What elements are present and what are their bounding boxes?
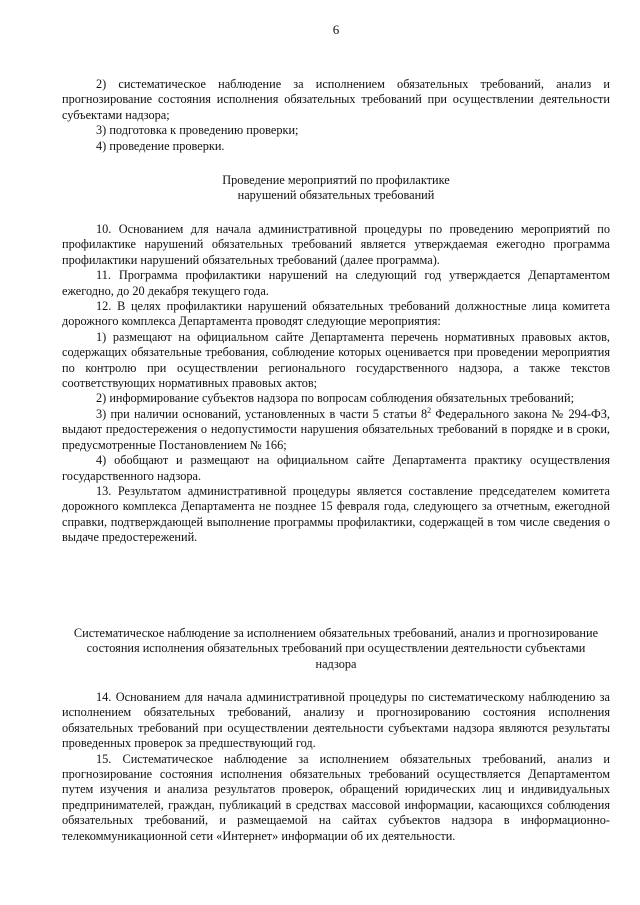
section-body-monitoring [62,690,610,844]
section-heading-prevention: Проведение мероприятий по профилактике нарушений обязательных требований [222,173,450,203]
list-item: 2) систематическое наблюдение за исполнением обязательных требований, анализ и прогнозирование состояния исполнения обязательных требований при осуществлении деятельности субъектами надзора; [62,77,610,122]
procedure-list [62,77,610,154]
paragraph-11: 11. Программа профилактики нарушений на следующий год утверждается Департаментом ежегодно, до 20 декабря текущего года. [62,268,610,298]
superscript: 2 [427,405,432,415]
paragraph-12-item-3: 3) при наличии оснований, установленных в части 5 статьи $8^2$ Федерального закона № 294-ФЗ, выдают предостережения о недопустимости нарушения обязательных требований в порядке и в сроки, предусмотренные Постановлением № 166; [62,405,611,452]
section-heading-monitoring: Систематическое наблюдение за исполнением обязательных требований, анализ и прогнозирование состояния исполнения обязательных требований при осуществлении деятельности субъектами надзора [73,626,599,671]
paragraph-13: 13. Результатом административной процедуры является составление председателем комитета дорожного комплекса Департамента не позднее 15 февраля года, следующего за отчетным, ежегодной справки, подтверждающей выполнение программы профилактики, содержащей в том числе сведения о выдаче предостережений. [62,483,610,545]
paragraph-10: 10. Основанием для начала административной процедуры по проведению мероприятий по профилактике нарушений обязательных требований является утверждаемая ежегодно программа профилактики нарушений обязательных требований (далее программа). [62,222,610,267]
paragraph-14: 14. Основанием для начала административной процедуры по систематическому наблюдению за исполнением обязательных требований, анализу и прогнозированию состояния исполнения обязательных требований при осуществлении деятельности субъектами надзора являются результаты проведенных проверок за предшествующий год. [62,690,610,751]
paragraph-12-item-2: 2) информирование субъектов надзора по вопросам соблюдения обязательных требований; [96,391,575,406]
paragraph-12-item-1: 1) размещают на официальном сайте Департамента перечень нормативных правовых актов, содержащих обязательные требования, соблюдение которых оценивается при проведении мероприятия по контролю при осуществлении регионального государственного надзора, а также текстов соответствующих нормативных правовых актов; [62,329,610,391]
paragraph-12-item-4: 4) обобщают и размещают на официальном сайте Департамента практику осуществления государственного надзора. [62,453,610,483]
section-body-prevention [62,222,610,546]
list-item: 4) проведение проверки. [96,138,225,153]
list-item: 3) подготовка к проведению проверки; [96,123,299,138]
paragraph-15: 15. Систематическое наблюдение за исполнением обязательных требований, анализ и прогнозирование состояния исполнения обязательных требований осуществляется Департаментом путем изучения и анализа результатов проверок, обращений юридических лиц и индивидуальных предпринимателей, граждан, публикаций в средствах массовой информации, касающихся соблюдения обязательных требований, и размещаемой на сайтах субъектов надзора в информационно-телекоммуникационной сети «Интернет» информации об их деятельности. [62,751,610,843]
page-number: 6 [332,22,340,37]
paragraph-12: 12. В целях профилактики нарушений обязательных требований должностные лица комитета дорожного комплекса Департамента проводят следующие мероприятия: [62,299,610,329]
